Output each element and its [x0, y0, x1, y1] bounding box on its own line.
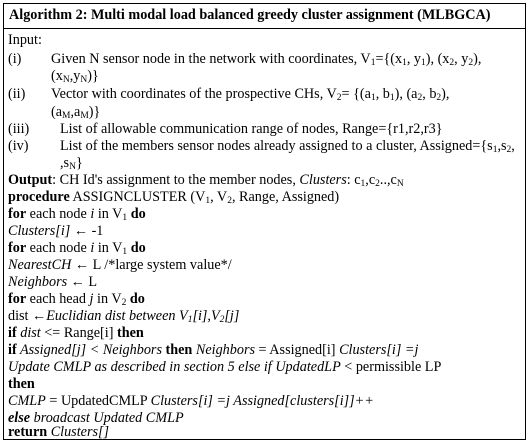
nearest-ch-line: NearestCH ← L /*large system value*/ [8, 257, 232, 273]
dist-line: dist ←Euclidian dist between $V_1[i],V_2[j]$ [8, 308, 240, 325]
else-line: else broadcast Updated CMLP [8, 410, 184, 426]
input-i-line1: Given N sensor node in the network with coordinates, $V_1=\{(x_1$, $y_1$), ($x_2$, $y_2$), [51, 51, 482, 68]
then-line: then [8, 376, 35, 392]
input-num-iii: (iii) [8, 121, 30, 137]
update-cmlp-line: Update CMLP as described in section 5 else if UpdatedLP < permissible LP [8, 359, 442, 375]
return-line: return Clusters[] [8, 424, 110, 440]
input-num-iv: (iv) [8, 138, 29, 154]
input-num-ii: (ii) [8, 86, 26, 102]
input-iii-text: List of allowable communication range of nodes, Range={r1,r2,r3} [60, 121, 443, 137]
algorithm-title: Algorithm 2: Multi modal load balanced greedy cluster assignment (MLBGCA) [9, 7, 491, 23]
for-line-1: for each node i in $V_1$ do [8, 206, 146, 223]
input-label: Input: [8, 32, 42, 48]
input-ii-line2: $(a_M,a_M)$} [51, 104, 101, 121]
algorithm-title-bar [4, 4, 525, 29]
output-line: Output: CH Id's assignment to the member nodes, Clusters: $c_1,c_2..,c_N$ [8, 172, 404, 189]
assign-clusters-line: Clusters[i] ← -1 [8, 223, 104, 239]
input-num-i: (i) [8, 51, 22, 67]
algorithm-box [3, 3, 526, 440]
if-dist-line: if dist <= Range[i] then [8, 325, 144, 341]
for-line-2: for each node i in $V_1$ do [8, 240, 146, 257]
input-iv-line1: List of the members sensor nodes already assigned to a cluster, $Assigned=\{s_1,s_2$, [60, 138, 515, 155]
cmlp-line: CMLP = UpdatedCMLP Clusters[i] =j Assigned[clusters[i]]++ [8, 393, 374, 409]
input-ii-line1: Vector with coordinates of the prospective CHs, $V_2= \{(a_1$, $b_1$), ($a_2$, $b_2$), [51, 86, 450, 103]
neighbors-line: Neighbors ← L [8, 274, 98, 290]
if-assigned-line: if Assigned[j] < Neighbors then Neighbors = Assigned[i] Clusters[i] =j [8, 342, 419, 358]
for-line-3: for each head j in $V_2$ do [8, 291, 145, 308]
input-i-line2: $(x_N,y_N)$} [51, 68, 99, 85]
input-iv-line2: $,s_N$} [60, 155, 83, 172]
procedure-line: procedure ASSIGNCLUSTER ($V_1$, $V_2$, Range, Assigned) [8, 189, 340, 206]
